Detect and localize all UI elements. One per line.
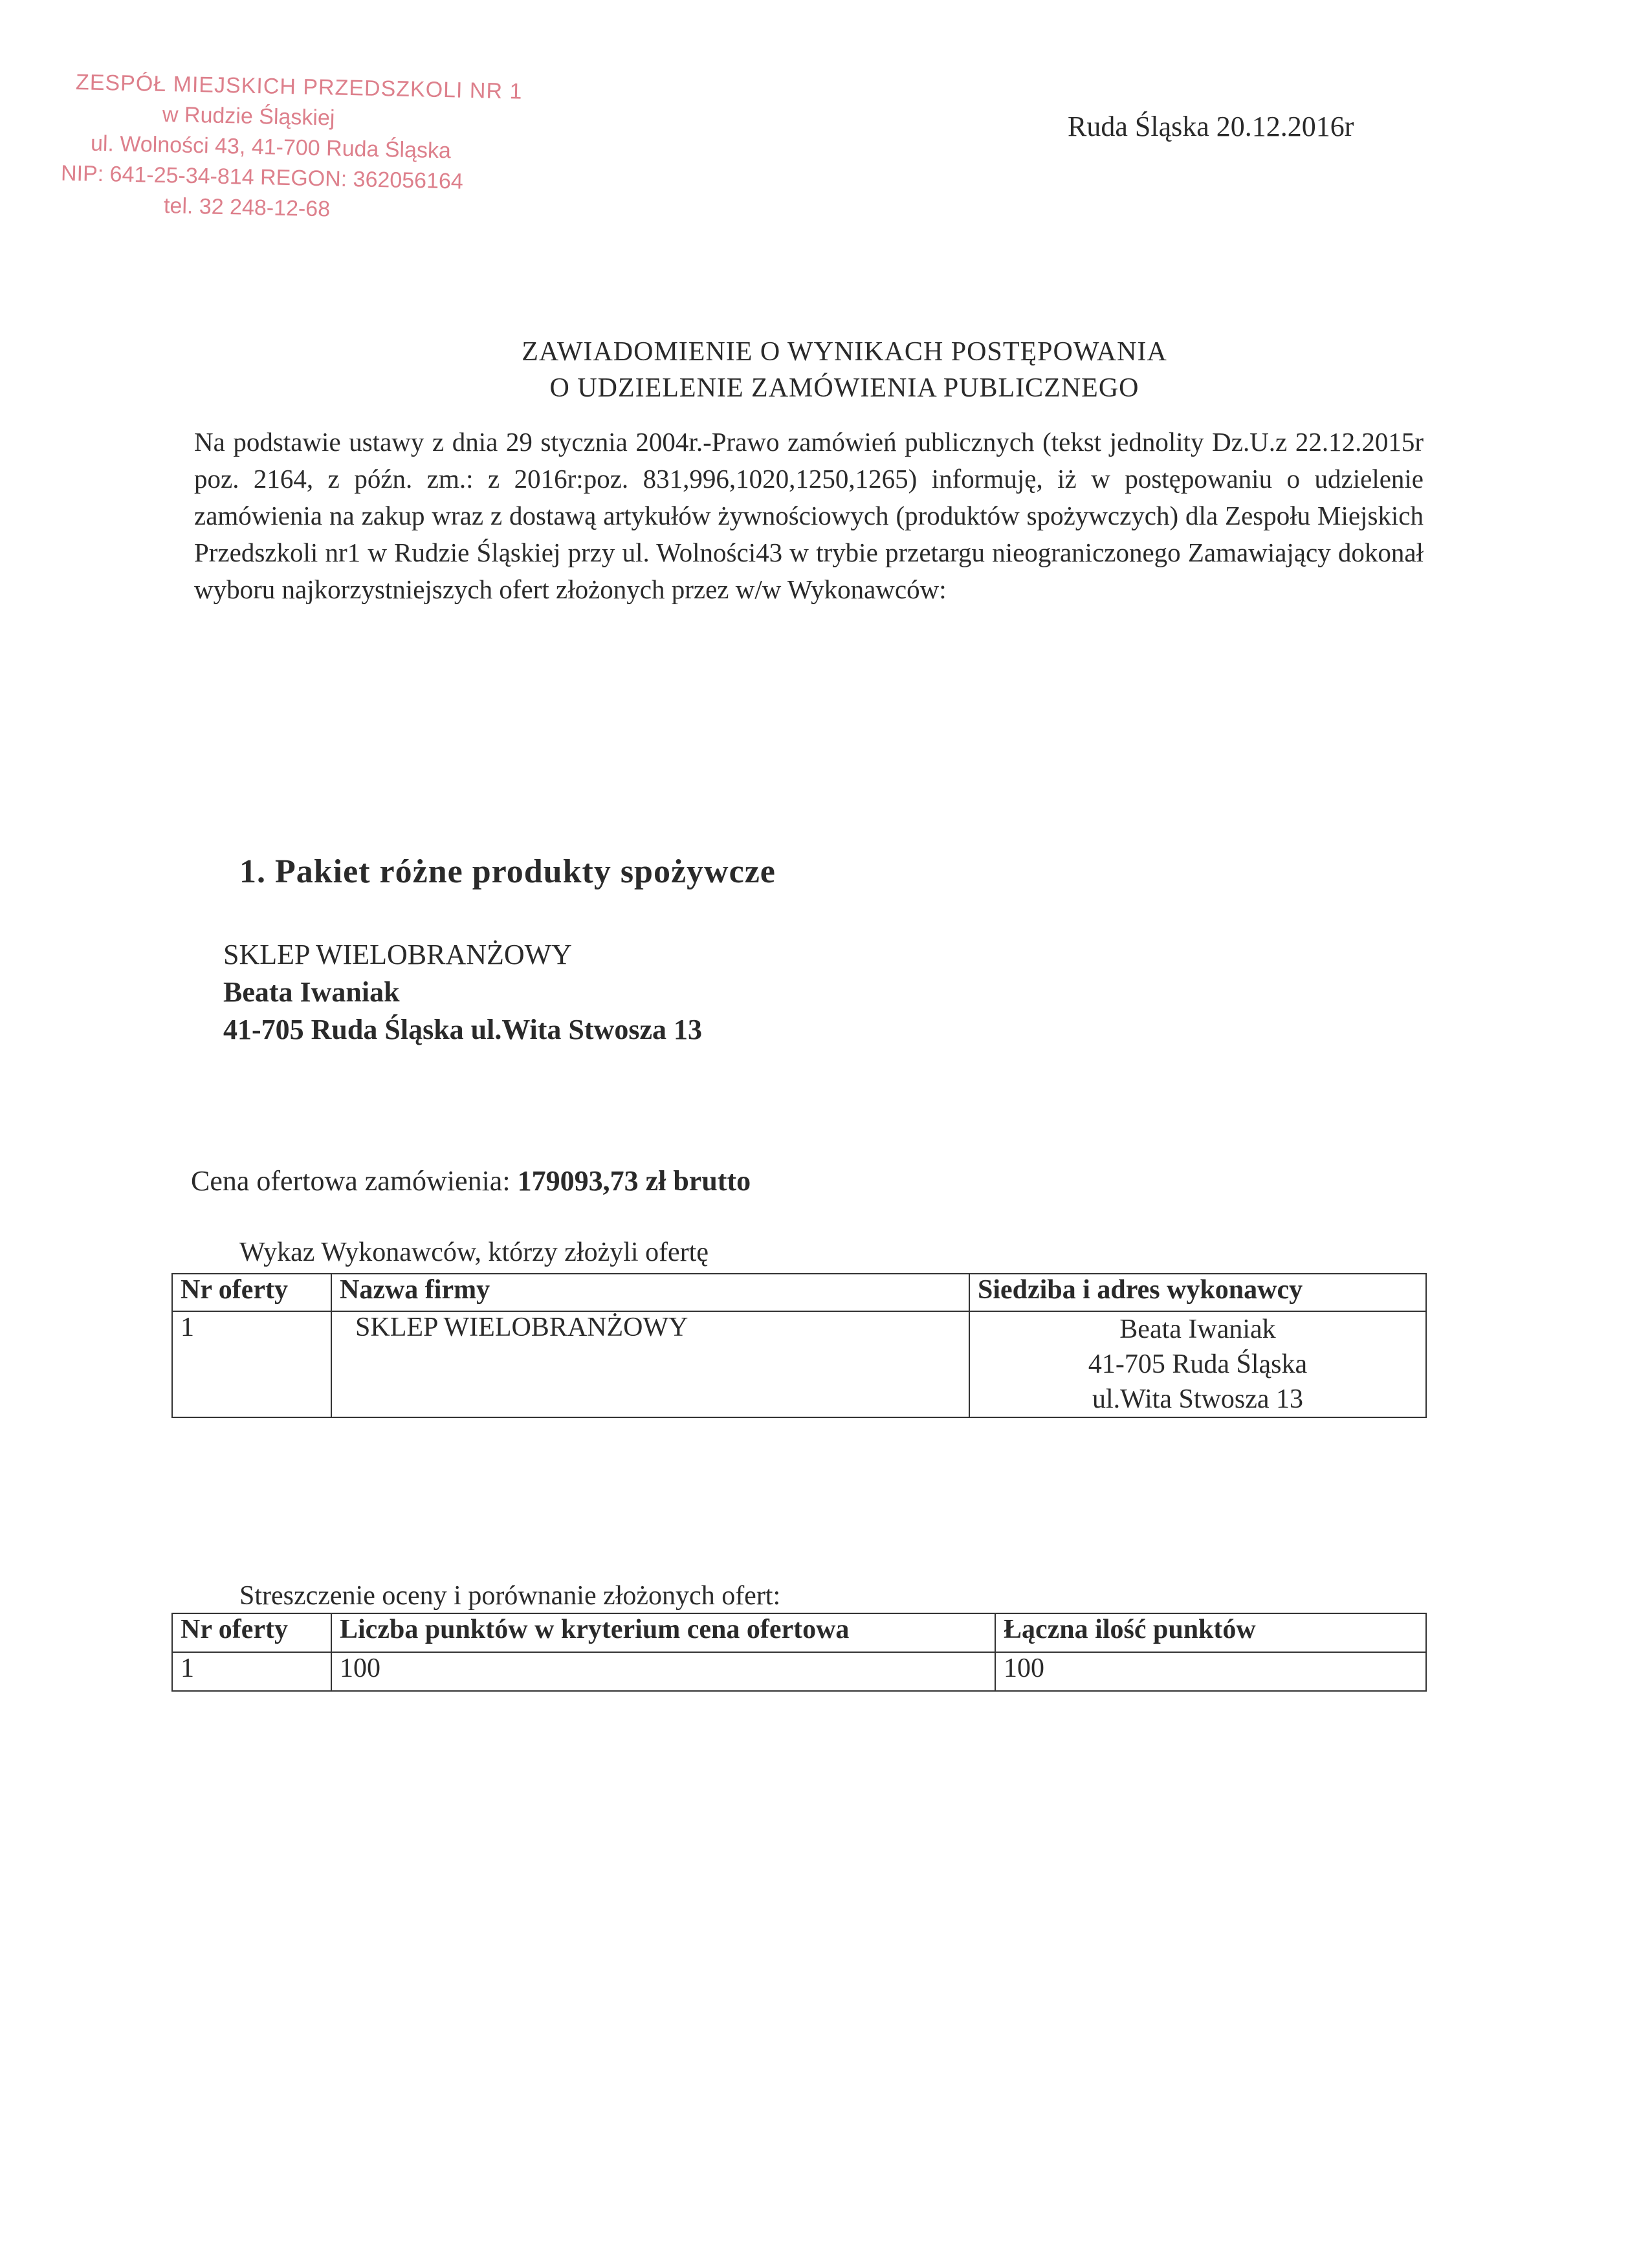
address-line: 41-705 Ruda Śląska (1088, 1349, 1308, 1379)
stamp-line: ZESPÓŁ MIEJSKICH PRZEDSZKOLI NR 1 (75, 70, 523, 104)
school-stamp (60, 67, 523, 228)
column-header: Nr oferty (172, 1274, 331, 1311)
column-header: Nazwa firmy (331, 1274, 969, 1311)
document-title-line2: O UDZIELENIE ZAMÓWIENIA PUBLICZNEGO (549, 373, 1139, 403)
stamp-line: NIP: 641-25-34-814 REGON: 362056164 (60, 160, 464, 194)
offer-price (191, 1164, 751, 1197)
offer-number: 1 (172, 1311, 331, 1417)
stamp-line: tel. 32 248-12-68 (163, 193, 331, 222)
stamp-line: w Rudzie Śląskiej (162, 102, 335, 131)
offers-table-caption: Wykaz Wykonawców, którzy złożyli ofertę (239, 1238, 709, 1267)
intro-paragraph: Na podstawie ustawy z dnia 29 stycznia 2004r.-Prawo zamówień publicznych (tekst jednolity Dz.U.z 22.12.2015r poz. 2164, z późn. zm.: z 2016r:poz. 831,996,1020,1250,1265) informuję, iż w postępowaniu o udzielenie zamówienia na zakup wraz z dostawą artykułów żywnościowych (produktów spożywczych) dla Zespołu Miejskich Przedszkoli nr1 w Rudzie Śląskiej przy ul. Wolności43 w trybie przetargu nieograniczonego Zamawiający dokonał wyboru najkorzystniejszych ofert złożonych przez w/w Wykonawców: (194, 427, 1424, 604)
table-row (172, 1652, 1426, 1691)
column-header: Łączna ilość punktów (995, 1613, 1426, 1652)
offers-table (171, 1273, 1427, 1418)
scores-table (171, 1613, 1427, 1692)
table-row (172, 1311, 1426, 1417)
package-title: 1. Pakiet różne produkty spożywcze (239, 853, 776, 890)
company-name: SKLEP WIELOBRANŻOWY (331, 1311, 969, 1417)
document-title-line1: ZAWIADOMIENIE O WYNIKACH POSTĘPOWANIA (522, 337, 1167, 367)
supplier-owner: Beata Iwaniak (223, 976, 400, 1008)
offer-price-label: Cena ofertowa zamówienia: (191, 1165, 511, 1197)
offer-price-value: 179093,73 zł brutto (517, 1165, 751, 1197)
table-header-row (172, 1613, 1426, 1652)
supplier-name: SKLEP WIELOBRANŻOWY (223, 939, 572, 970)
address-line: Beata Iwaniak (1119, 1314, 1276, 1344)
column-header: Nr oferty (172, 1613, 331, 1652)
total-points: 100 (995, 1652, 1426, 1691)
scores-table-caption: Streszczenie oceny i porównanie złożonych ofert: (239, 1581, 781, 1611)
column-header: Liczba punktów w kryterium cena ofertowa (331, 1613, 995, 1652)
document-date: Ruda Śląska 20.12.2016r (1068, 111, 1354, 142)
offer-number: 1 (172, 1652, 331, 1691)
column-header: Siedziba i adres wykonawcy (969, 1274, 1426, 1311)
price-criterion-points: 100 (331, 1652, 995, 1691)
address-line: ul.Wita Stwosza 13 (1092, 1384, 1304, 1414)
table-header-row (172, 1274, 1426, 1311)
supplier-address: 41-705 Ruda Śląska ul.Wita Stwosza 13 (223, 1014, 702, 1045)
stamp-line: ul. Wolności 43, 41-700 Ruda Śląska (90, 131, 452, 164)
company-address (969, 1311, 1426, 1417)
